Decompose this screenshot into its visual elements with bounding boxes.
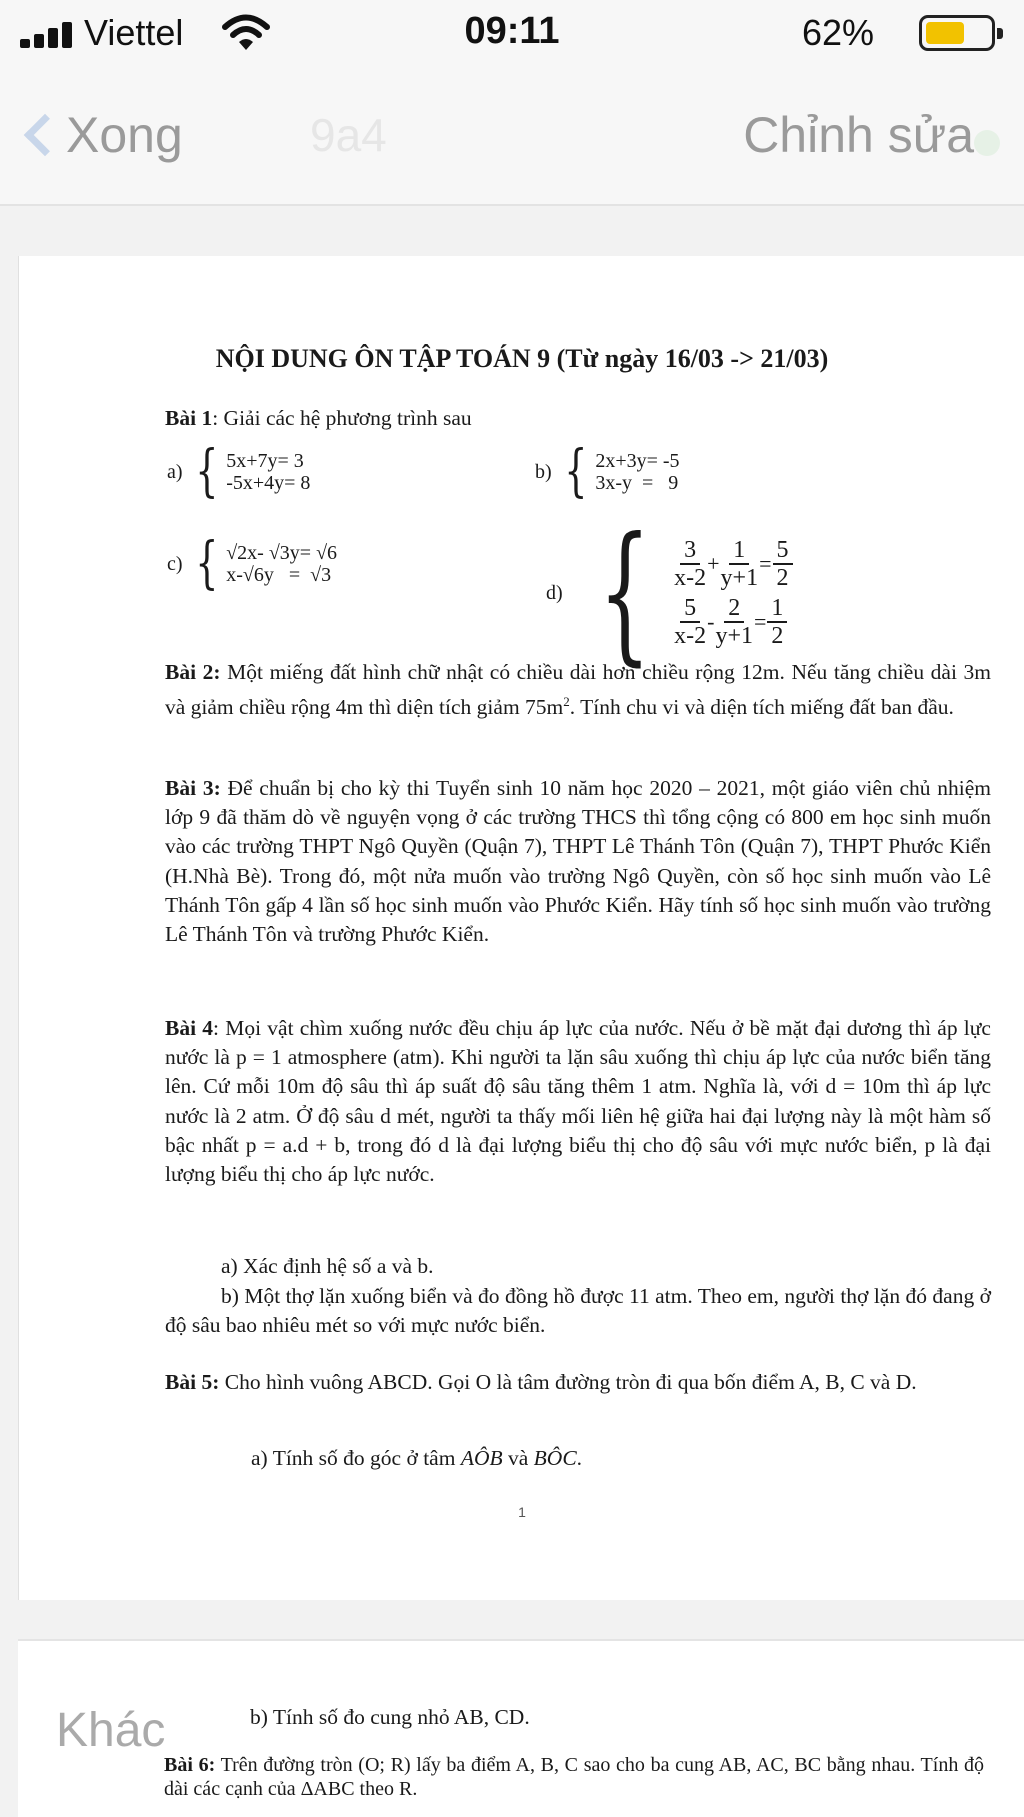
page-number: 1 — [518, 1504, 526, 1520]
system-d-eq2: $\frac{5}{x-2}$ - $\frac{2}{y+1}$ = $\frac{1}{2}$ — [674, 593, 792, 651]
bai1-text: : Giải các hệ phương trình sau — [212, 406, 472, 430]
status-bar — [0, 0, 1024, 68]
document-page-1 — [18, 256, 1024, 1600]
battery-percent: 62% — [801, 12, 874, 53]
more-label[interactable]: Khác — [56, 1704, 166, 1757]
bai5-paragraph: Bài 5: Cho hình vuông ABCD. Gọi O là tâm đường tròn đi qua bốn điểm A, B, C và D. — [165, 1370, 917, 1394]
bai3-paragraph: Bài 3: Để chuẩn bị cho kỳ thi Tuyển sinh 10 năm học 2020 – 2021, một giáo viên chủ nhiệm lớp 9 đã thăm dò về nguyện vọng ở các trường THCS thì tổng cộng có 800 em học sinh muốn vào các trường THPT Ngô Quyền (Quận 7), THPT Lê Thánh Tôn (Quận 7), THPT Phước Kiển (H.Nhà Bè). Trong đó, một nửa muốn vào trường Ngô Quyền, còn số học sinh muốn vào Lê Thánh Tôn gấp 4 lần số học sinh muốn vào Phước Kiển. Hãy tính số học sinh muốn vào trường Lê Thánh Tôn và trường Phước Kiển. — [165, 776, 991, 947]
system-b: b) { 2x+3y= -5 3x-y = 9 — [535, 439, 680, 504]
system-d-label: d) — [546, 581, 563, 604]
battery-level — [926, 22, 964, 44]
angle-aob: AÔB — [460, 1446, 503, 1470]
bai5-part-b: b) Tính số đo cung nhỏ AB, CD. — [250, 1705, 530, 1729]
system-a-label: a) — [167, 460, 183, 483]
document-page-2 — [18, 1639, 1024, 1817]
document-viewer[interactable] — [0, 206, 1024, 1817]
edit-indicator-dot — [974, 130, 1000, 156]
chevron-left-icon — [24, 114, 66, 156]
system-d-eq1: $\frac{3}{x-2}$ + $\frac{1}{y+1}$ = $\frac{5}{2}$ — [674, 535, 792, 593]
document-name: 9a4 — [310, 109, 387, 161]
system-b-eq1: 2x+3y= -5 — [595, 450, 680, 472]
system-a-eq2: -5x+4y= 8 — [226, 472, 311, 494]
system-c: c) { √2x- √3y= √6 x-√6y = √3 — [167, 531, 338, 596]
system-b-eq2: 3x-y = 9 — [595, 472, 679, 494]
battery-icon — [919, 15, 995, 51]
system-d: d) { $\frac{3}{x-2}$ + $\frac{1}{y+1}$ = $\frac{5}{2}$ $\frac{5}{x-2}$ - $\frac{2}{y+1}$ = $\frac{1}{2}$ — [546, 518, 793, 668]
bai1-heading — [165, 404, 991, 433]
system-a: a) { 5x+7y= 3 -5x+4y= 8 — [167, 439, 311, 504]
bai6-paragraph: Bài 6: Trên đường tròn (O; R) lấy ba điểm A, B, C sao cho ba cung AB, AC, BC bằng nhau. Tính độ dài các cạnh của ΔABC theo R. — [164, 1754, 984, 1800]
system-c-eq2: x-√6y = √3 — [226, 564, 332, 586]
bai4-paragraph: Bài 4: Mọi vật chìm xuống nước đều chịu áp lực của nước. Nếu ở bề mặt đại dương thì áp lực nước là p = 1 atmosphere (atm). Khi người ta lặn sâu xuống thì chịu áp lực của nước biển tăng lên. Cứ mỗi 10m độ sâu thì áp suất độ sâu tăng thêm 1 atm. Nghĩa là, với d = 10m thì áp lực nước là 2 atm. Ở độ sâu d mét, người ta thấy mối liên hệ giữa hai đại lượng này là một hàm số bậc nhất p = a.d + b, trong đó d là đại lượng biểu thị cho độ sâu với mực nước biển, p là đại lượng biểu thị cho áp lực nước. — [165, 1016, 991, 1187]
system-b-label: b) — [535, 460, 552, 483]
bai1-label: Bài 1 — [165, 406, 213, 430]
carrier-name: Viettel — [84, 12, 184, 53]
bai2-paragraph: Bài 2: Một miếng đất hình chữ nhật có chiều dài hơn chiều rộng 12m. Nếu tăng chiều dài 3m và giảm chiều rộng 4m thì diện tích giảm $75m^2$. Tính chu vi và diện tích miếng đất ban đầu. — [165, 660, 991, 720]
page-title: NỘI DUNG ÔN TẬP TOÁN 9 (Từ ngày 16/03 -> 21/03) — [215, 344, 829, 373]
done-button[interactable] — [30, 106, 183, 164]
bai5-part-a: a) Tính số đo góc ở tâm AÔB và BÔC. — [251, 1446, 583, 1470]
edit-button[interactable]: Chỉnh sửa — [743, 107, 974, 163]
system-c-label: c) — [167, 552, 183, 575]
bai4-part-b: b) Một thợ lặn xuống biển và đo đồng hồ được 11 atm. Theo em, người thợ lặn đó đang ở độ sâu bao nhiêu mét so với mực nước biển. — [165, 1284, 991, 1338]
system-a-eq1: 5x+7y= 3 — [226, 450, 304, 472]
angle-boc: BÔC — [533, 1446, 577, 1470]
system-c-eq1: √2x- √3y= √6 — [226, 542, 338, 564]
done-button-label: Xong — [66, 107, 183, 163]
bai4-part-a: a) Xác định hệ số a và b. — [221, 1254, 434, 1278]
navigation-bar — [0, 68, 1024, 206]
clock: 09:11 — [464, 10, 560, 52]
